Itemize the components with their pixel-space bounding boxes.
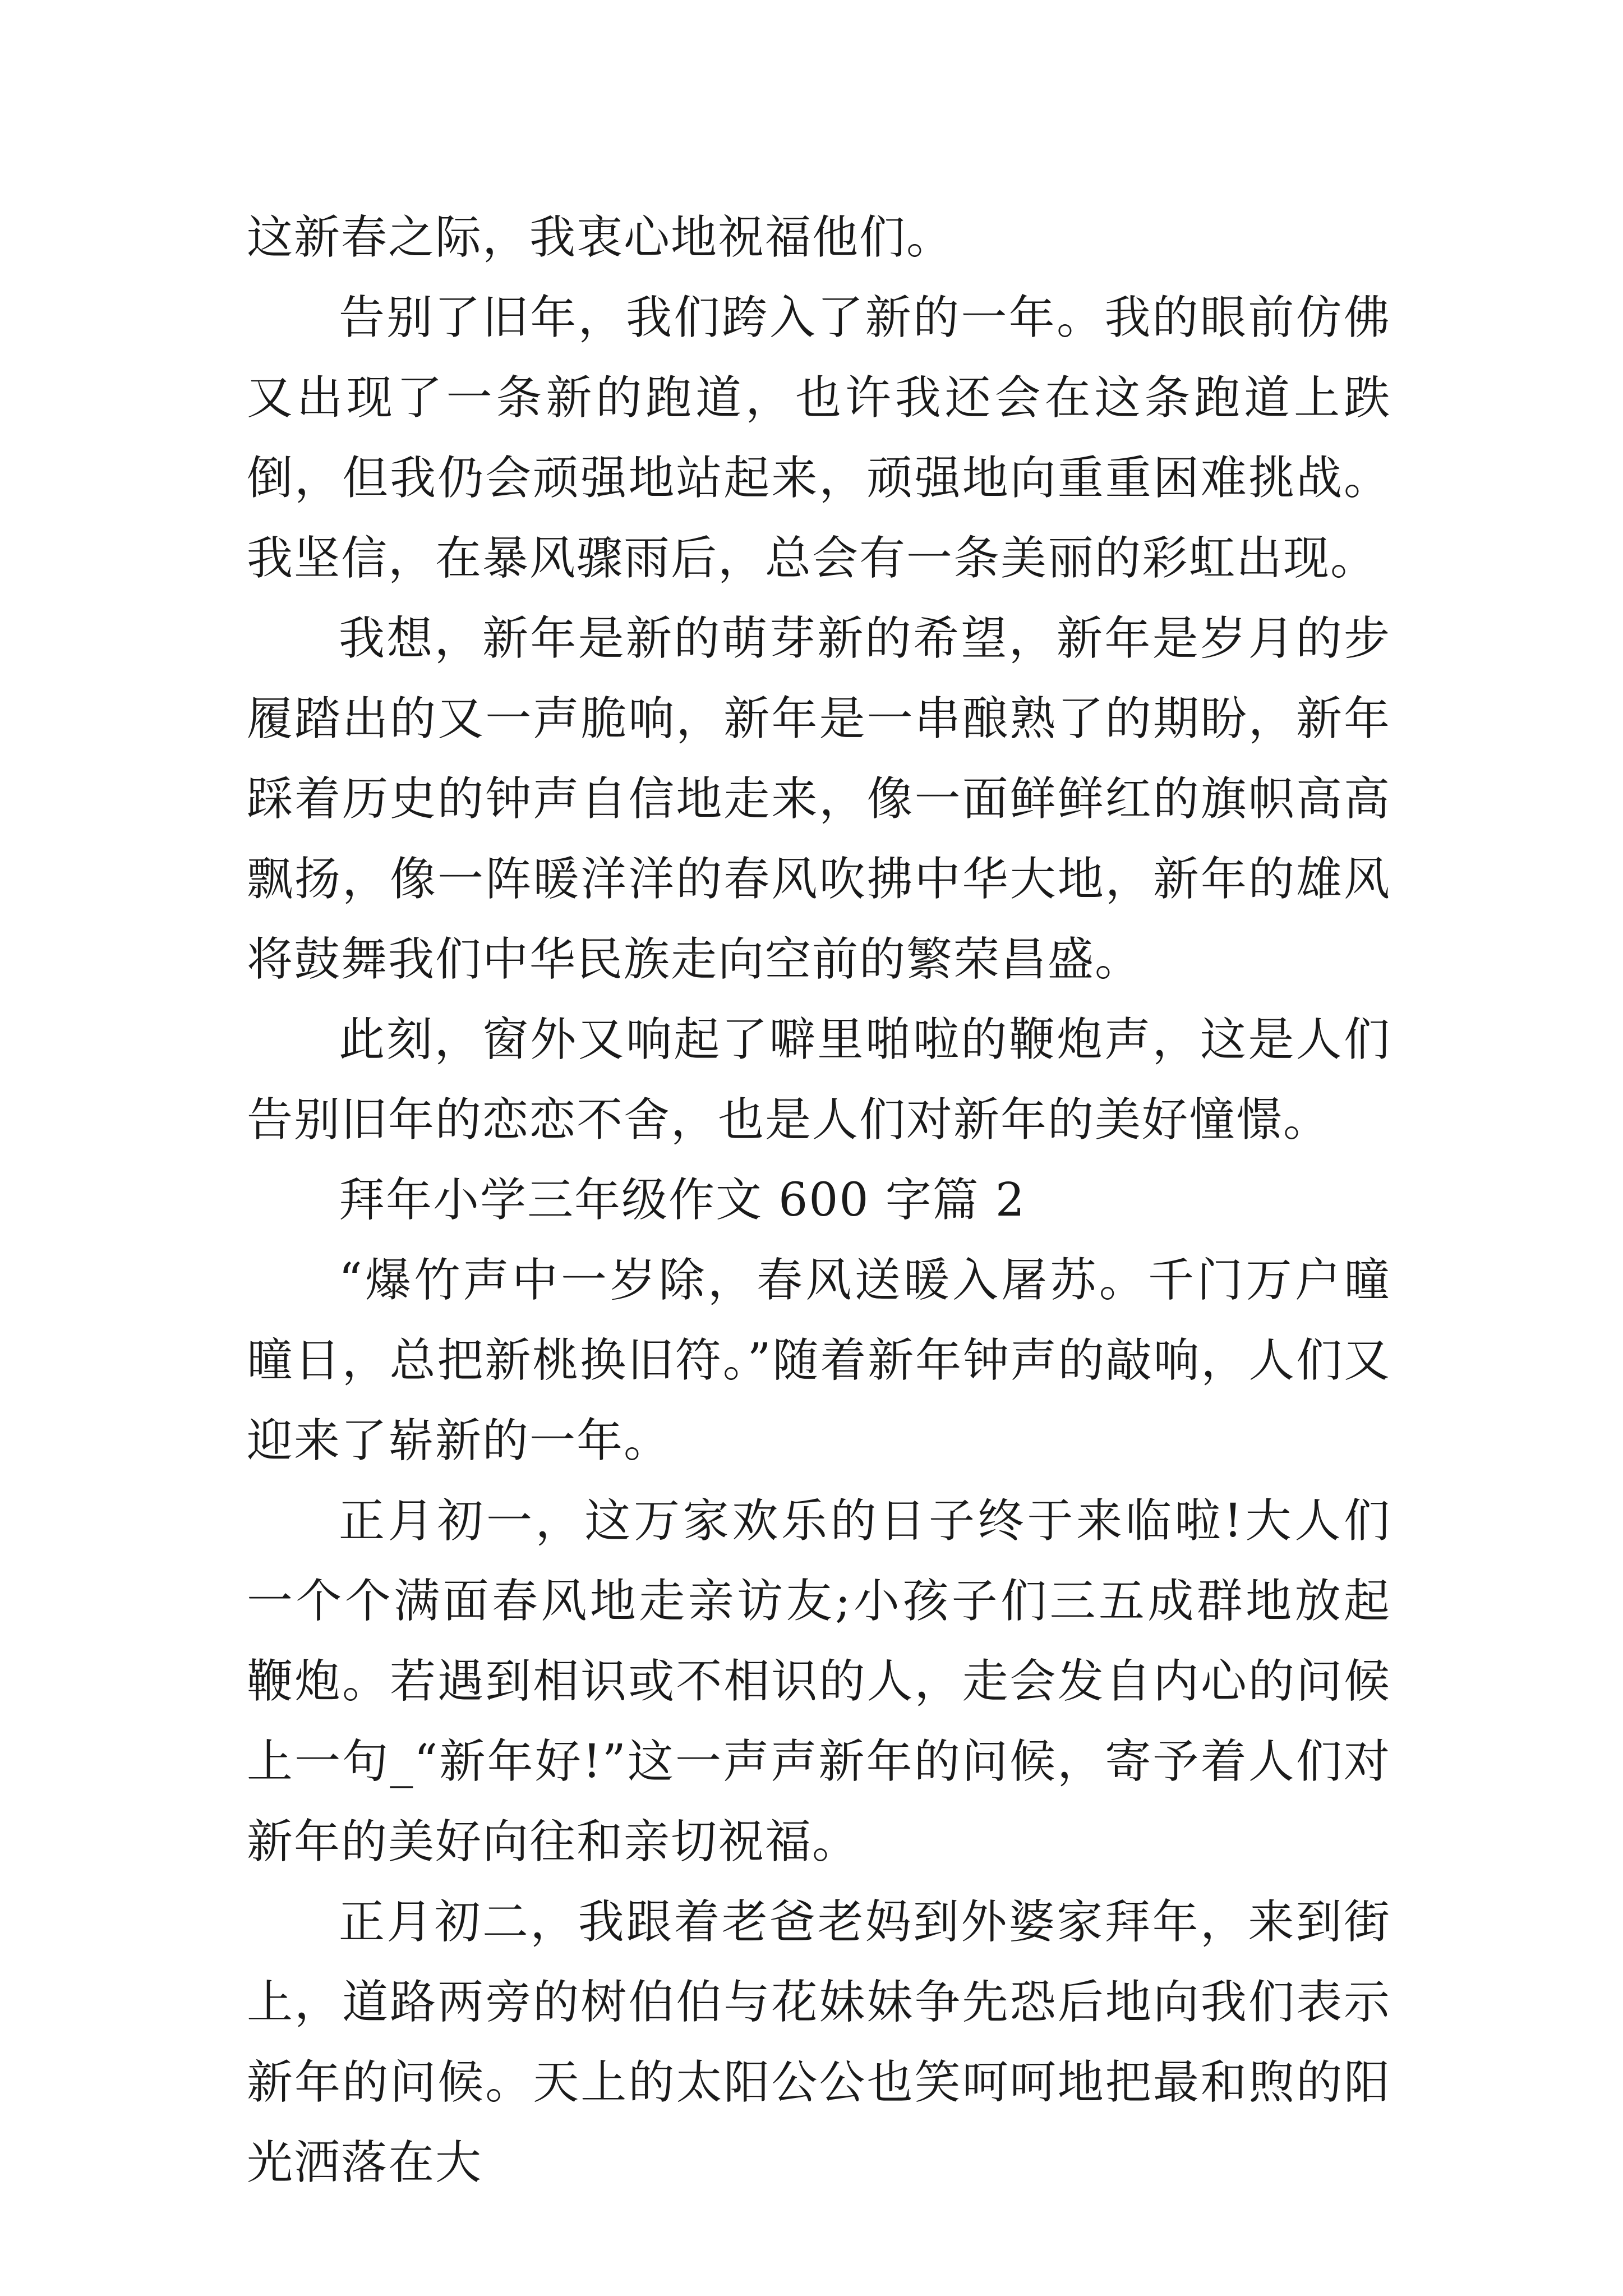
paragraph-6: 正月初一，这万家欢乐的日子终于来临啦!大人们一个个满面春风地走亲访友;小孩子们三五成群地放起鞭炮。若遇到相识或不相识的人，走会发自内心的问候上一句_“新年好!”这一声声新年的问候，寄予着人们对新年的美好向往和亲切祝福。	[247, 1494, 1391, 1869]
paragraph-7: 正月初二，我跟着老爸老妈到外婆家拜年，来到街上，道路两旁的树伯伯与花妹妹争先恐后地向我们表示新年的问候。天上的太阳公公也笑呵呵地把最和煦的阳光洒落在大	[247, 1895, 1391, 2189]
section-heading: 拜年小学三年级作文 600 字篇 2	[339, 1174, 1026, 1227]
paragraph-4: 此刻，窗外又响起了噼里啪啦的鞭炮声，这是人们告别旧年的恋恋不舍，也是人们对新年的美好憧憬。	[247, 1013, 1391, 1147]
paragraph-5: “爆竹声中一岁除，春风送暖入屠苏。千门万户曈曈日，总把新桃换旧符。”随着新年钟声的敲响，人们又迎来了崭新的一年。	[247, 1254, 1391, 1467]
paragraph-1: 这新春之际，我衷心地祝福他们。	[247, 211, 954, 264]
paragraph-3: 我想，新年是新的萌芽新的希望，新年是岁月的步履踏出的又一声脆响，新年是一串酿熟了的期盼，新年踩着历史的钟声自信地走来，像一面鲜鲜红的旗帜高高飘扬，像一阵暖洋洋的春风吹拂中华大地，新年的雄风将鼓舞我们中华民族走向空前的繁荣昌盛。	[247, 612, 1391, 986]
document-body	[247, 197, 1391, 2203]
paragraph-2: 告别了旧年，我们跨入了新的一年。我的眼前仿佛又出现了一条新的跑道，也许我还会在这条跑道上跌倒，但我仍会顽强地站起来，顽强地向重重困难挑战。我坚信，在暴风骤雨后，总会有一条美丽的彩虹出现。	[247, 291, 1391, 585]
